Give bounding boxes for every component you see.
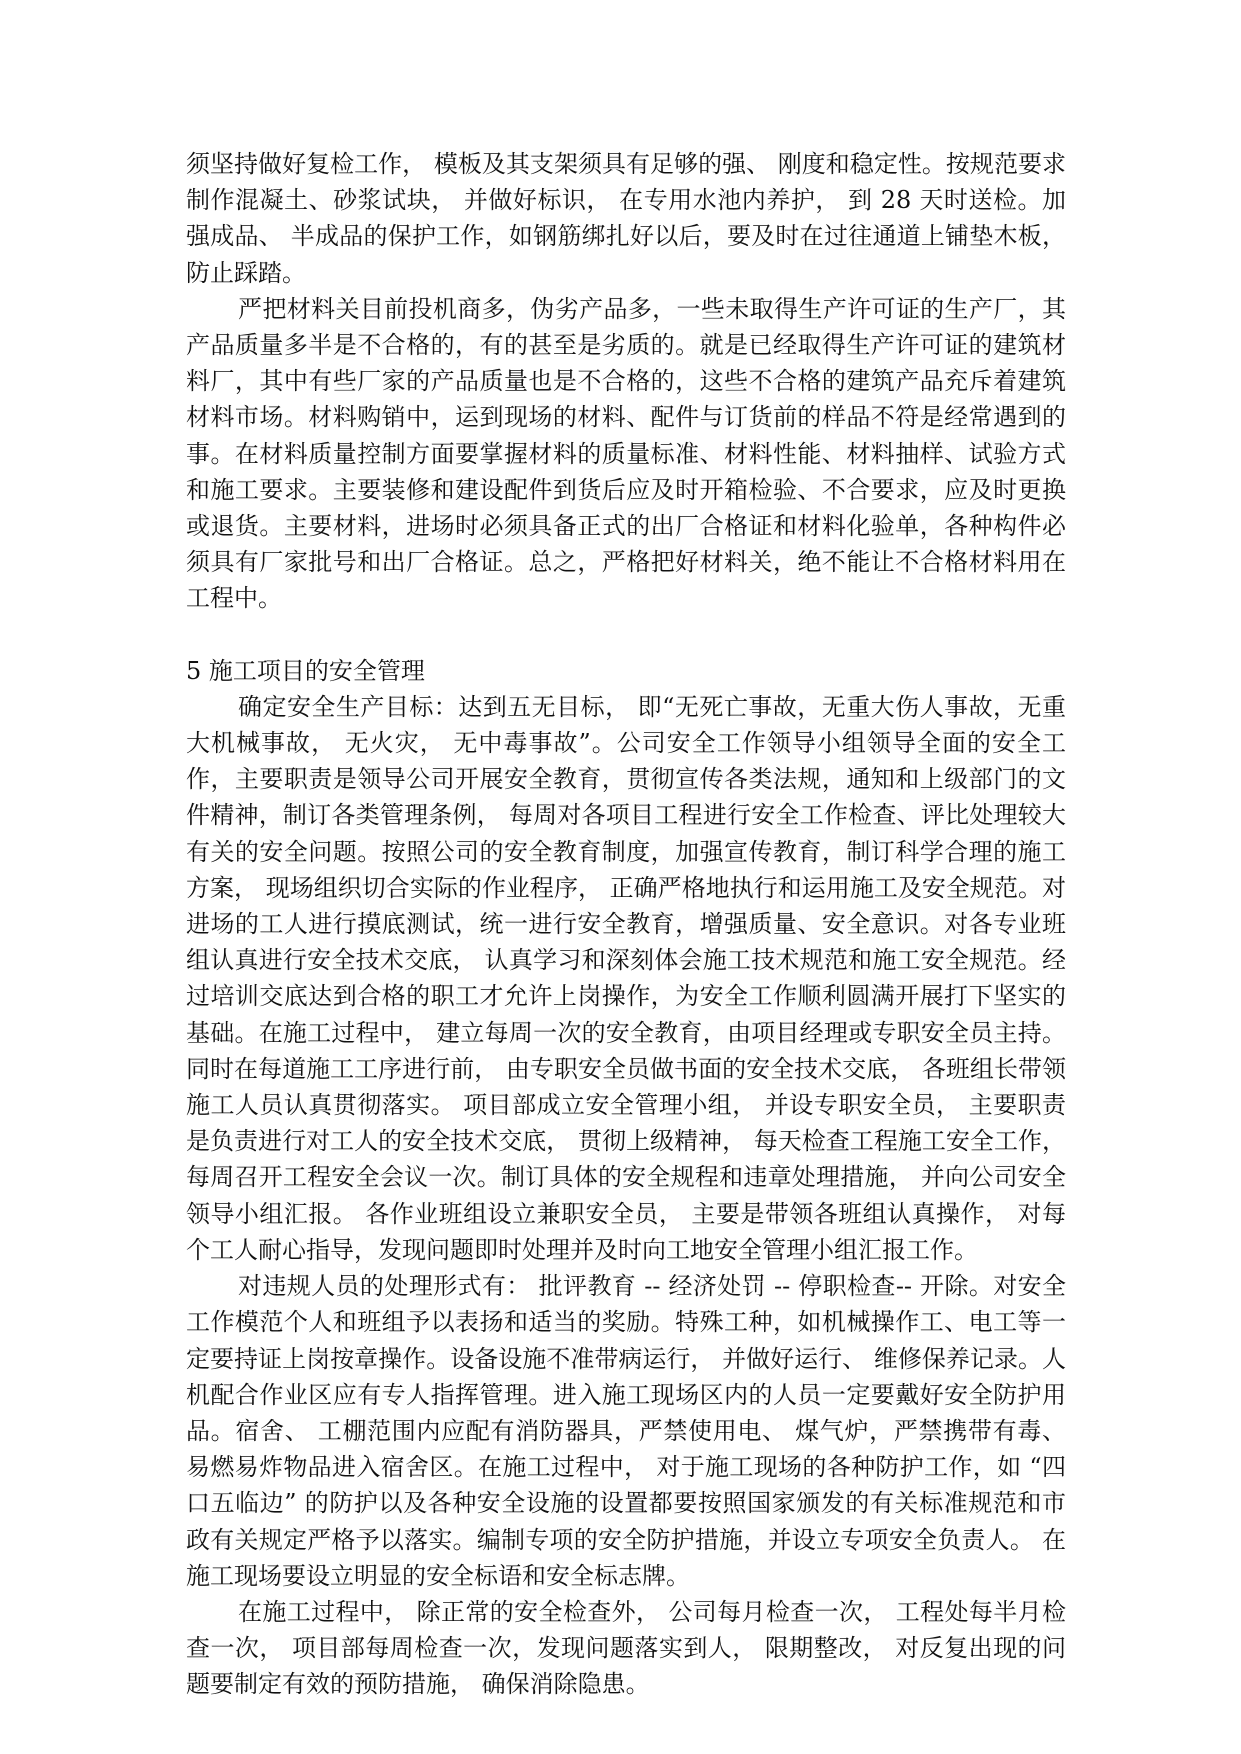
- paragraph-material-control: 严把材料关目前投机商多，伪劣产品多，一些未取得生产许可证的生产厂，其产品质量多半是不合格的，有的甚至是劣质的。就是已经取得生产许可证的建筑材料厂，其中有些厂家的产品质量也是不合格的，这些不合格的建筑产品充斥着建筑材料市场。材料购销中，运到现场的材料、配件与订货前的样品不符是经常遇到的事。在材料质量控制方面要掌握材料的质量标准、材料性能、材料抽样、试验方式和施工要求。主要装修和建设配件到货后应及时开箱检验、不合要求，应及时更换或退货。主要材料，进场时必须具备正式的出厂合格证和材料化验单，各种构件必须具有厂家批号和出厂合格证。总之，严格把好材料关，绝不能让不合格材料用在工程中。: [186, 294, 1066, 613]
- paragraph-safety-goals: 确定安全生产目标：达到五无目标， 即“无死亡事故，无重大伤人事故，无重大机械事故， 无火灾， 无中毒事故”。公司安全工作领导小组领导全面的安全工作，主要职责是领导公司开展安全教育，贯彻宣传各类法规，通知和上级部门的文件精神，制订各类管理条例， 每周对各项目工程进行安全工作检查、评比处理较大有关的安全问题。按照公司的安全教育制度，加强宣传教育，制订科学合理的施工方案， 现场组织切合实际的作业程序， 正确严格地执行和运用施工及安全规范。对进场的工人进行摸底测试，统一进行安全教育，增强质量、安全意识。对各专业班组认真进行安全技术交底， 认真学习和深刻体会施工技术规范和施工安全规范。经过培训交底达到合格的职工才允许上岗操作，为安全工作顺利圆满开展打下坚实的基础。在施工过程中， 建立每周一次的安全教育，由项目经理或专职安全员主持。 同时在每道施工工序进行前， 由专职安全员做书面的安全技术交底， 各班组长带领施工人员认真贯彻落实。 项目部成立安全管理小组， 并设专职安全员， 主要职责是负责进行对工人的安全技术交底， 贯彻上级精神， 每天检查工程施工安全工作， 每周召开工程安全会议一次。制订具体的安全规程和违章处理措施， 并向公司安全领导小组汇报。 各作业班组设立兼职安全员， 主要是带领各班组认真操作， 对每个工人耐心指导，发现问题即时处理并及时向工地安全管理小组汇报工作。: [186, 692, 1066, 1264]
- paragraph-violation-handling: 对违规人员的处理形式有： 批评教育 -- 经济处罚 -- 停职检查-- 开除。对安全工作模范个人和班组予以表扬和适当的奖励。特殊工种，如机械操作工、电工等一定要持证上岗按章操作。设备设施不准带病运行， 并做好运行、 维修保养记录。人机配合作业区应有专人指挥管理。进入施工现场区内的人员一定要戴好安全防护用品。宿舍、 工棚范围内应配有消防器具，严禁使用电、 煤气炉，严禁携带有毒、 易燃易炸物品进入宿舍区。在施工过程中， 对于施工现场的各种防护工作，如 “四口五临边” 的防护以及各种安全设施的设置都要按照国家颁发的有关标准规范和市政有关规定严格予以落实。编制专项的安全防护措施，并设立专项安全负责人。 在施工现场要设立明显的安全标语和安全标志牌。: [186, 1272, 1066, 1590]
- paragraph-formwork-inspection: 须坚持做好复检工作， 模板及其支架须具有足够的强、 刚度和稳定性。按规范要求制作混凝土、砂浆试块， 并做好标识， 在专用水池内养护， 到 28 天时送检。加强成品、 半成品的保护工作，如钢筋绑扎好以后，要及时在过往通道上铺垫木板， 防止踩踏。: [186, 150, 1066, 287]
- section-heading: 5 施工项目的安全管理: [186, 656, 425, 685]
- document-page: [186, 146, 1066, 1703]
- paragraph-safety-inspection: 在施工过程中， 除正常的安全检查外， 公司每月检查一次， 工程处每半月检查一次， 项目部每周检查一次，发现问题落实到人， 限期整改， 对反复出现的问题要制定有效的预防措施， 确保消除隐患。: [186, 1597, 1066, 1699]
